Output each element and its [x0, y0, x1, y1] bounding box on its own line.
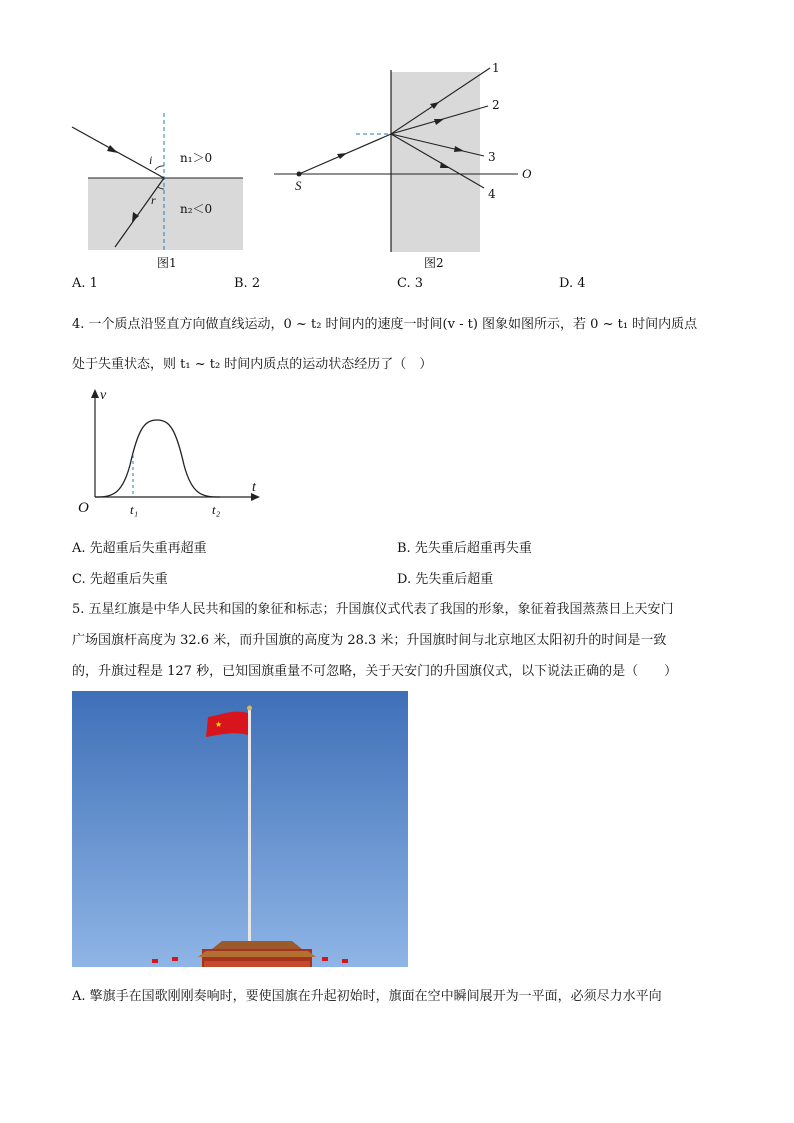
medium-n2-region [88, 178, 243, 250]
incident-arrow [337, 153, 347, 159]
flag-star: ★ [215, 720, 223, 729]
v-axis-arrow [91, 389, 99, 398]
flagpole-top [247, 706, 252, 711]
small-flag [172, 957, 178, 961]
q5-option-a[interactable]: A. 擎旗手在国歌刚刚奏响时，要使国旗在升起初始时，旗面在空中瞬间展开为一平面，必须尽力水平向 [72, 989, 662, 1004]
tiananmen-flag-photo [72, 691, 408, 967]
label-S: S [295, 178, 302, 193]
label-i: i [149, 153, 153, 167]
graph-label-O: O [78, 500, 89, 516]
q4-option-a[interactable]: A. 先超重后失重再超重 [72, 541, 207, 556]
label-O-fig2: O [522, 166, 532, 181]
source-point [297, 172, 302, 177]
graph-label-t2: t₂ [212, 502, 221, 517]
graph-label-t1: t₁ [130, 502, 139, 517]
gate-base [204, 961, 310, 967]
small-flag [342, 959, 348, 963]
label-n1: n₁＞0 [180, 151, 213, 165]
figure-2 [270, 60, 540, 260]
figure-1-caption: 图1 [157, 256, 177, 270]
flagpole [248, 709, 251, 967]
angle-i-arc [155, 166, 164, 170]
q4-question-line1: 4. 一个质点沿竖直方向做直线运动，0 ~ t₂ 时间内的速度一时间(v - t) 图象如图所示，若 0 ~ t₁ 时间内质点 [72, 317, 698, 332]
q5-question-line2: 广场国旗杆高度为 32.6 米，而升国旗的高度为 28.3 米；升国旗时间与北京地区太阳初升的时间是一致 [72, 633, 667, 648]
medium-region [391, 72, 480, 252]
q5-question-line1: 5. 五星红旗是中华人民共和国的象征和标志；升国旗仪式代表了我国的形象，象征着我国蒸蒸日上天安门 [72, 602, 674, 617]
ray-label-2: 2 [492, 98, 500, 112]
ray-label-3: 3 [488, 150, 496, 164]
graph-label-t: t [252, 480, 256, 495]
q4-vt-graph [72, 385, 272, 520]
label-n2: n₂＜0 [180, 202, 213, 216]
figure-2-caption: 图2 [424, 256, 444, 270]
graph-label-v: v [100, 388, 107, 403]
gate-roof-upper [212, 941, 302, 949]
incident-arrow [107, 145, 118, 153]
small-flag [322, 957, 328, 961]
label-r: r [151, 193, 156, 207]
ray-label-4: 4 [488, 187, 496, 201]
q3-option-b[interactable]: B. 2 [234, 276, 261, 291]
q5-question-line3: 的，升旗过程是 127 秒，已知国旗重量不可忽略，关于天安门的升国旗仪式，以下说法正确的是（ ） [72, 664, 678, 679]
figure-1 [60, 105, 260, 275]
gate-roof-lower [198, 951, 316, 957]
q4-option-b[interactable]: B. 先失重后超重再失重 [397, 541, 532, 556]
q4-option-d[interactable]: D. 先失重后超重 [397, 572, 494, 587]
q3-option-c[interactable]: C. 3 [397, 276, 424, 291]
q3-option-d[interactable]: D. 4 [559, 276, 586, 291]
velocity-curve [95, 420, 220, 497]
q3-option-a[interactable]: A. 1 [72, 276, 98, 291]
small-flag [152, 959, 158, 963]
q4-question-line2: 处于失重状态，则 t₁ ~ t₂ 时间内质点的运动状态经历了（ ） [72, 357, 433, 372]
ray-label-1: 1 [492, 61, 500, 75]
q4-option-c[interactable]: C. 先超重后失重 [72, 572, 168, 587]
